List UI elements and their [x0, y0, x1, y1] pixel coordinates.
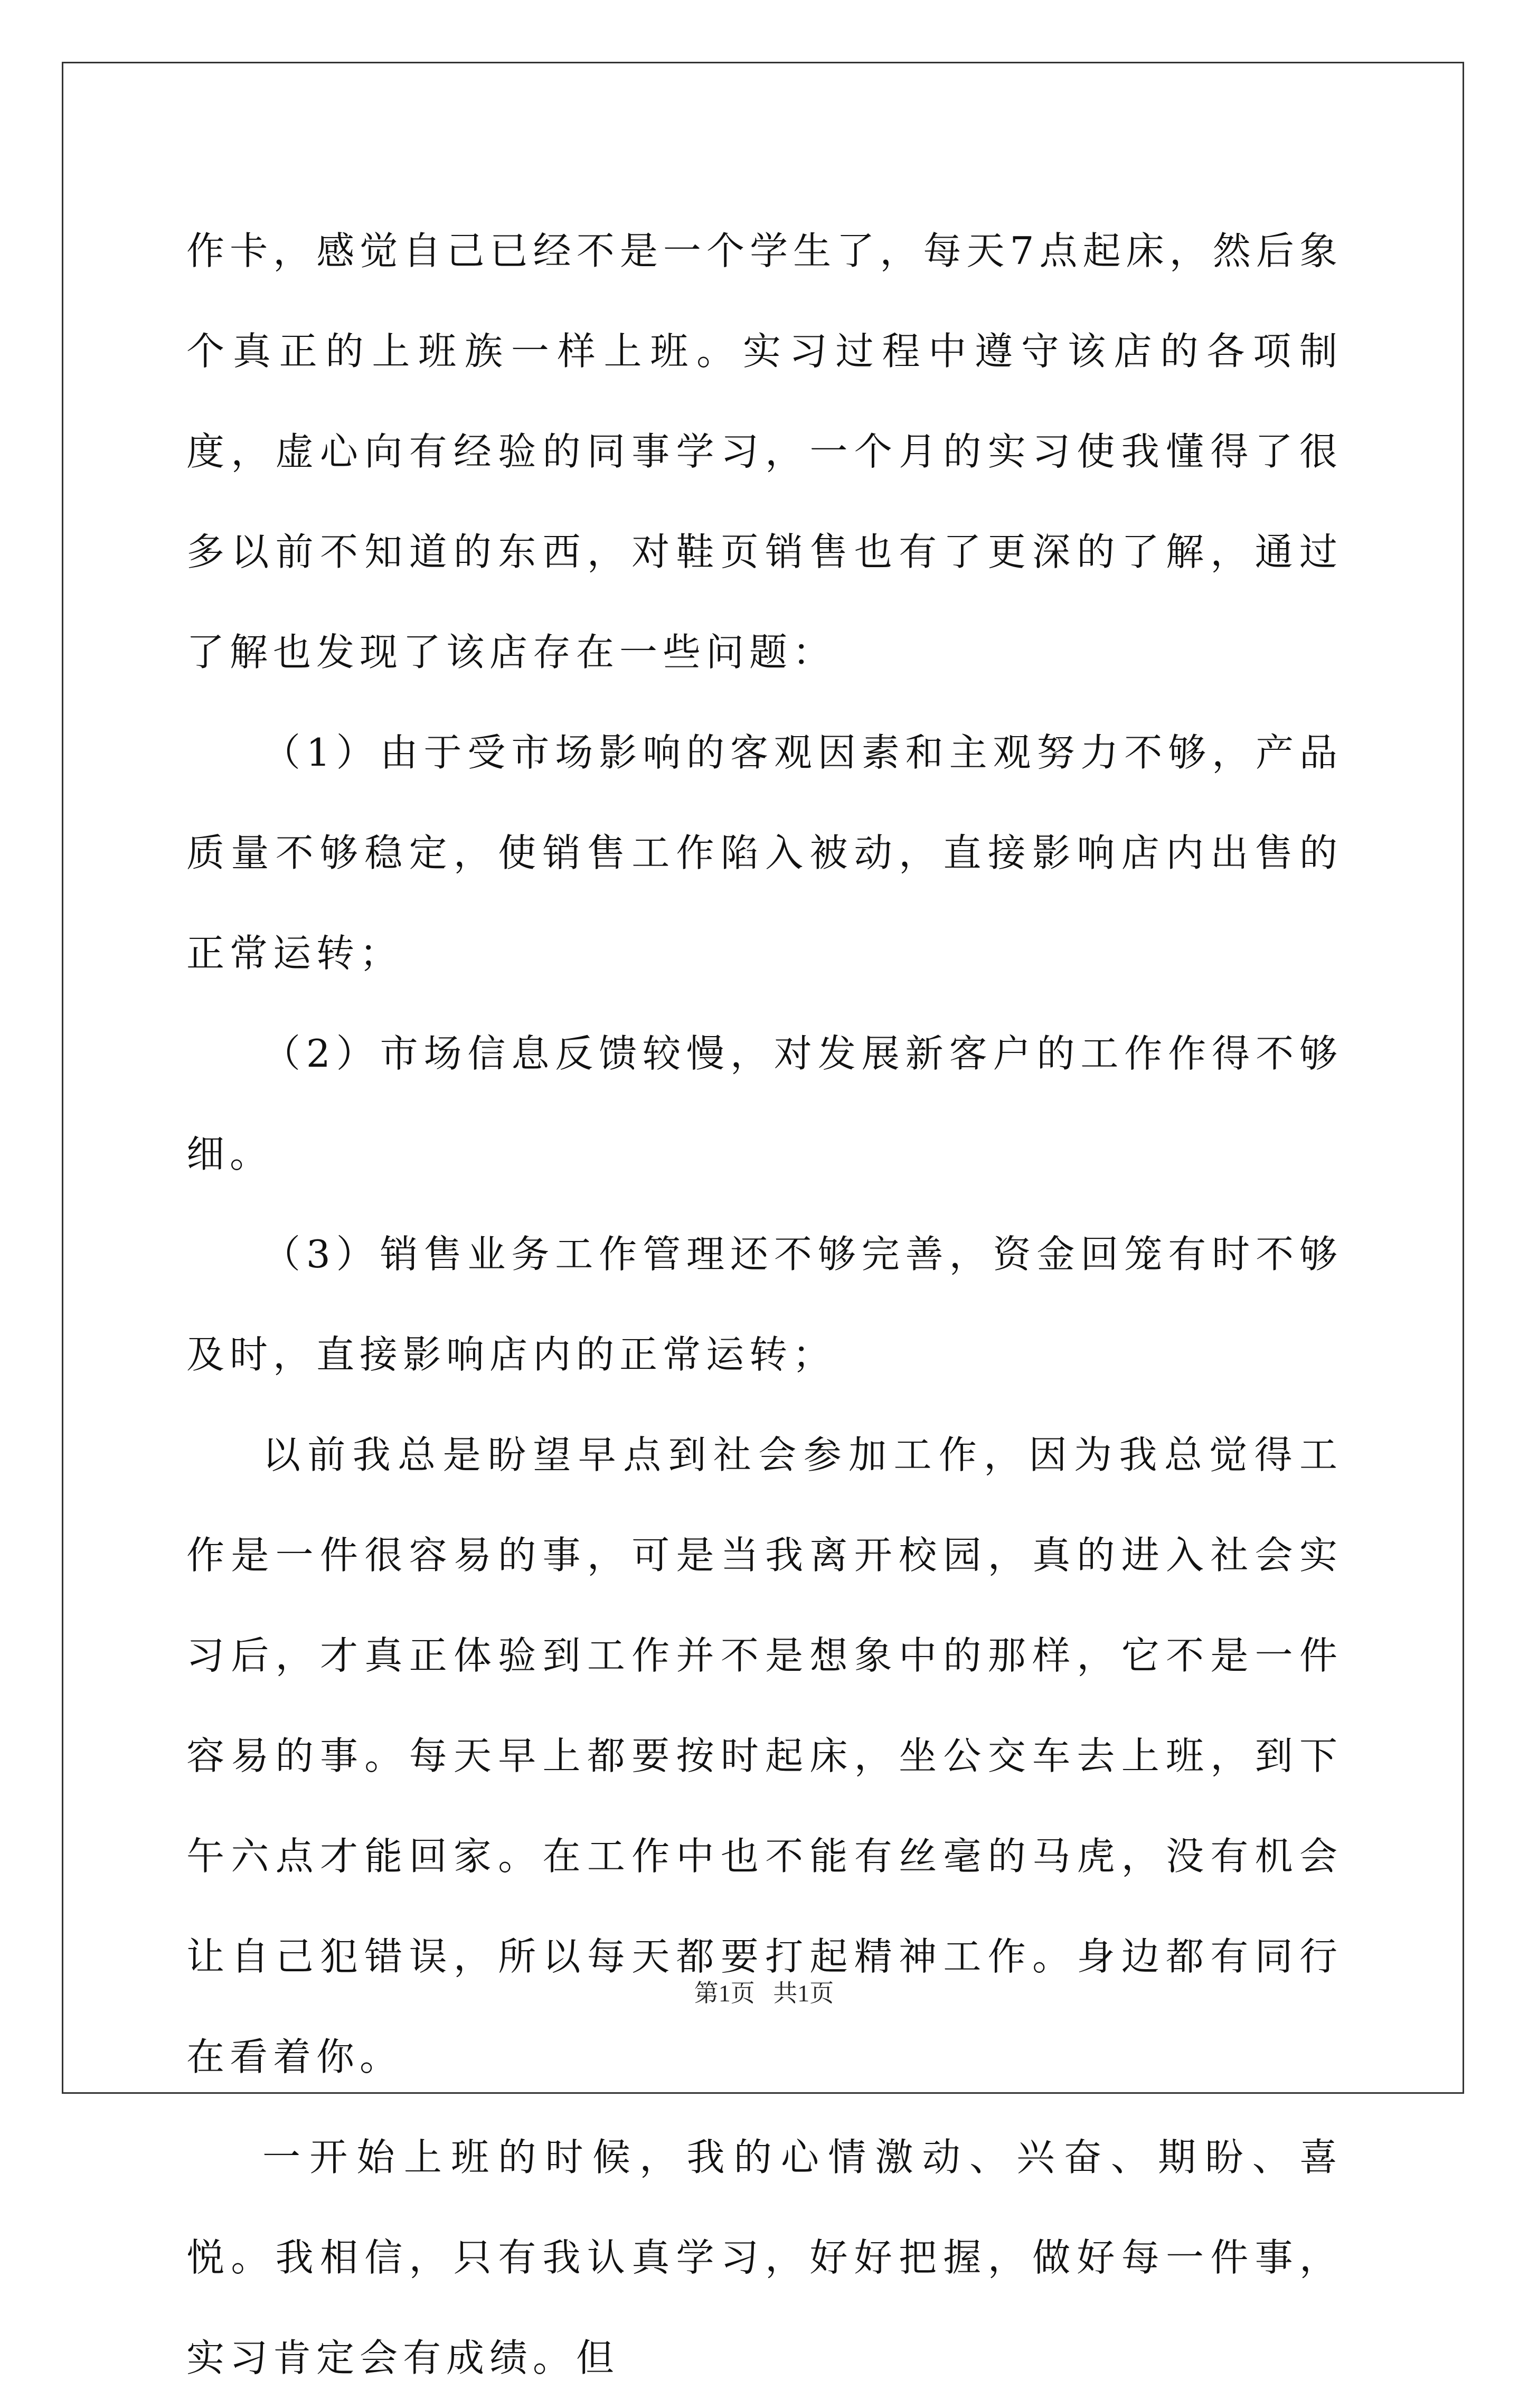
- paragraph-4: （3）销售业务工作管理还不够完善，资金回笼有时不够及时，直接影响店内的正常运转；: [186, 1232, 1343, 1377]
- paragraph-3: （2）市场信息反馈较慢，对发展新客户的工作作得不够细。: [186, 1031, 1343, 1176]
- document-body: [186, 201, 1343, 2408]
- paragraph-6: 一开始上班的时候，我的心情激动、兴奋、期盼、喜悦。我相信，只有我认真学习，好好把握，做好每一件事，实习肯定会有成绩。但: [186, 2135, 1343, 2380]
- paragraph-5: 以前我总是盼望早点到社会参加工作，因为我总觉得工作是一件很容易的事，可是当我离开校园，真的进入社会实习后，才真正体验到工作并不是想象中的那样，它不是一件容易的事。每天早上都要按时起床，坐公交车去上班，到下午六点才能回家。在工作中也不能有丝毫的马虎，没有机会让自己犯错误，所以每天都要打起精神工作。身边都有同行在看着你。: [186, 1433, 1343, 2079]
- paragraph-2: （1）由于受市场影响的客观因素和主观努力不够，产品质量不够稳定，使销售工作陷入被动，直接影响店内出售的正常运转；: [186, 730, 1343, 975]
- paragraph-1: 作卡，感觉自己已经不是一个学生了，每天7点起床，然后象个真正的上班族一样上班。实习过程中遵守该店的各项制度，虚心向有经验的同事学习，一个月的实习使我懂得了很多以前不知道的东西，对鞋页销售也有了更深的了解，通过了解也发现了该店存在一些问题：: [186, 229, 1343, 674]
- page-number-footer: 第1页 共1页: [694, 1980, 834, 2007]
